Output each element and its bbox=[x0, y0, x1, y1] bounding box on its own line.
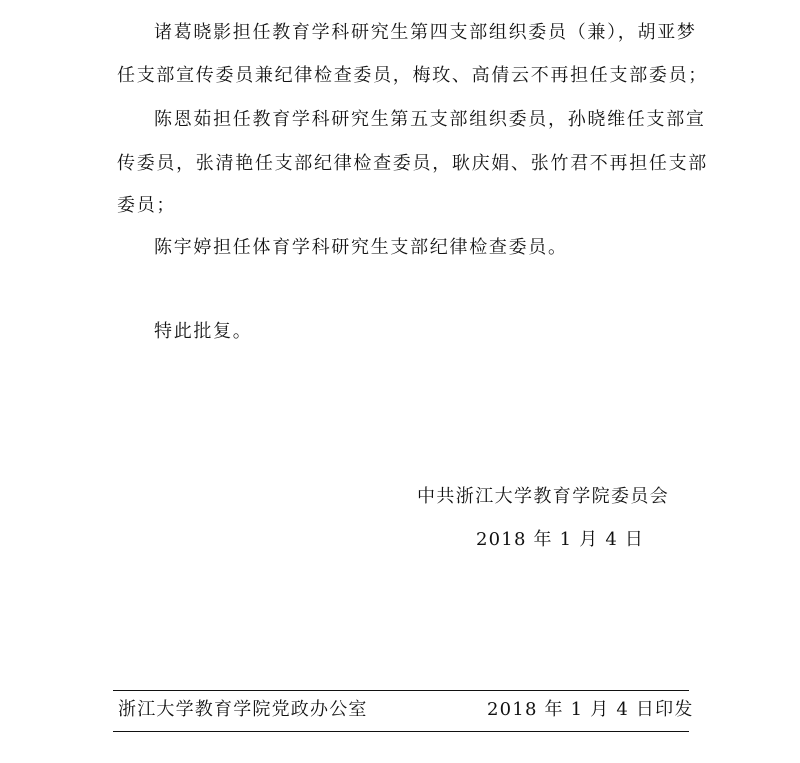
paragraph-1-line-2: 任支部宣传委员兼纪律检查委员，梅玫、高倩云不再担任支部委员； bbox=[117, 65, 708, 86]
signature-organization: 中共浙江大学教育学院委员会 bbox=[417, 486, 670, 507]
signature-date: 2018 年 1 月 4 日 bbox=[476, 529, 645, 550]
footer-bottom-rule bbox=[113, 731, 689, 732]
footer-issuer: 浙江大学教育学院党政办公室 bbox=[118, 699, 368, 720]
closing-text: 特此批复。 bbox=[154, 321, 253, 342]
paragraph-3-line-1: 陈宇婷担任体育学科研究生支部纪律检查委员。 bbox=[154, 237, 568, 258]
paragraph-2-line-2: 传委员，张清艳任支部纪律检查委员，耿庆娟、张竹君不再担任支部 bbox=[117, 153, 708, 174]
paragraph-1-line-1: 诸葛晓影担任教育学科研究生第四支部组织委员（兼），胡亚梦 bbox=[154, 22, 697, 43]
footer-top-rule bbox=[113, 690, 689, 691]
paragraph-2-line-3: 委员； bbox=[117, 195, 177, 216]
paragraph-2-line-1: 陈恩茹担任教育学科研究生第五支部组织委员，孙晓维任支部宣 bbox=[154, 109, 706, 130]
footer-issue-date: 2018 年 1 月 4 日印发 bbox=[487, 699, 694, 720]
